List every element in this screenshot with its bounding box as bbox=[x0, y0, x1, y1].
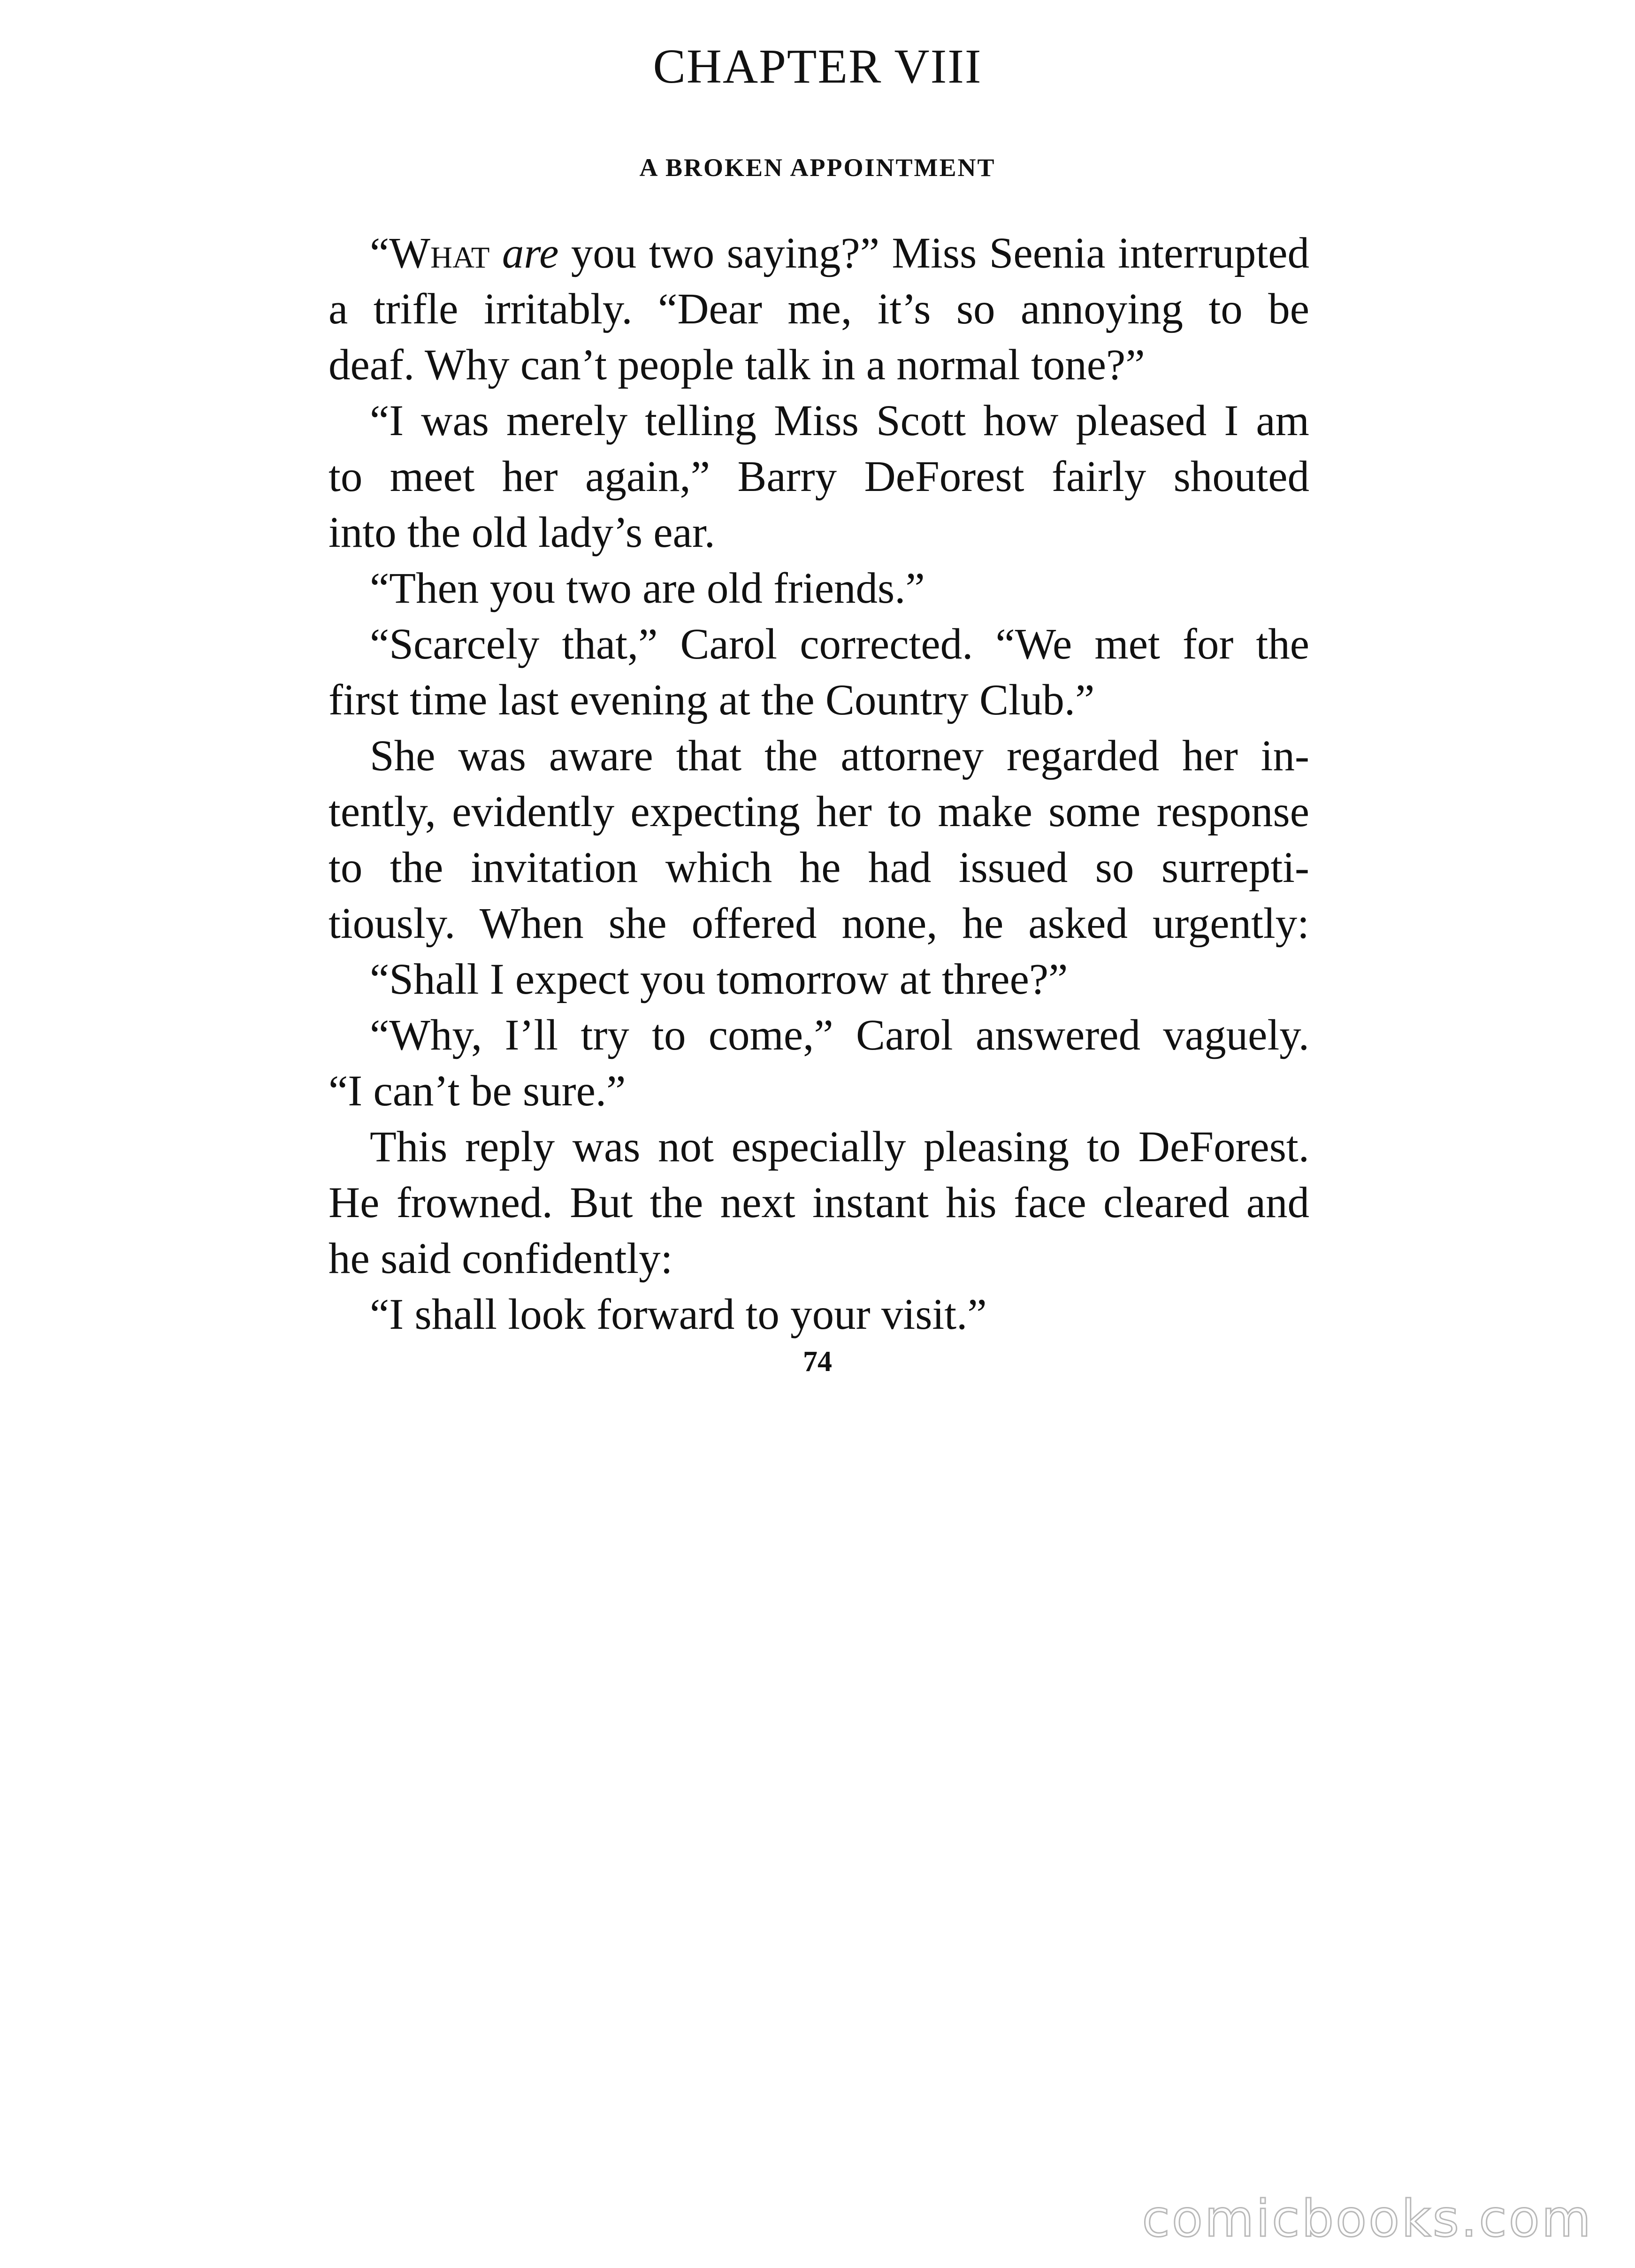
text-line: “I can’t be sure.” bbox=[329, 1067, 626, 1115]
text-line: into the old lady’s ear. bbox=[329, 508, 715, 557]
text-line: “Scarcely that,” Carol corrected. “We met for the bbox=[370, 620, 1309, 668]
paragraph bbox=[329, 1007, 1309, 1119]
paragraph bbox=[329, 616, 1309, 728]
text-line: This reply was not especially pleasing to DeForest. bbox=[370, 1123, 1309, 1171]
text-line: “Then you two are old friends.” bbox=[370, 564, 925, 613]
paragraph bbox=[329, 728, 1309, 951]
text-line: “I shall look forward to your visit.” bbox=[370, 1290, 987, 1339]
text-line bbox=[329, 225, 1309, 281]
page-number: 74 bbox=[803, 1346, 832, 1378]
text-line: to meet her again,” Barry DeForest fairly shouted bbox=[329, 452, 1309, 501]
text-line: “Shall I expect you tomorrow at three?” bbox=[370, 955, 1068, 1004]
paragraph bbox=[329, 225, 1309, 393]
text-line: “Why, I’ll try to come,” Carol answered vaguely. bbox=[370, 1011, 1309, 1059]
text-line: She was aware that the attorney regarded her in- bbox=[370, 732, 1309, 780]
text-line: to the invitation which he had issued so surrepti- bbox=[329, 843, 1309, 892]
paragraph bbox=[329, 393, 1309, 560]
paragraph bbox=[329, 1287, 1309, 1342]
text-line: “I was merely telling Miss Scott how pleased I am bbox=[370, 397, 1309, 445]
italic-text: are bbox=[502, 229, 559, 277]
text-line: a trifle irritably. “Dear me, it’s so annoying to be bbox=[329, 285, 1309, 333]
text-line: deaf. Why can’t people talk in a normal tone?” bbox=[329, 341, 1145, 389]
text-run: you two saying?” Miss Seenia interrupted bbox=[558, 229, 1309, 277]
chapter-subtitle: A BROKEN APPOINTMENT bbox=[639, 153, 996, 182]
text-line: He frowned. But the next instant his face cleared and bbox=[329, 1179, 1309, 1227]
body-text bbox=[329, 225, 1309, 1342]
text-line: first time last evening at the Country Club.” bbox=[329, 676, 1095, 724]
text-line: tently, evidently expecting her to make some response bbox=[329, 788, 1309, 836]
chapter-title: CHAPTER VIII bbox=[653, 39, 982, 93]
paragraph bbox=[329, 1119, 1309, 1287]
small-caps-text: hat bbox=[430, 229, 490, 277]
watermark-logo: comicbooks.com bbox=[1142, 2190, 1593, 2248]
text-line: he said confidently: bbox=[329, 1234, 673, 1283]
text-line: tiously. When she offered none, he asked urgently: bbox=[329, 899, 1309, 948]
text-run: “W bbox=[370, 229, 431, 277]
paragraph bbox=[329, 951, 1309, 1007]
paragraph bbox=[329, 560, 1309, 616]
text-run bbox=[489, 229, 502, 277]
